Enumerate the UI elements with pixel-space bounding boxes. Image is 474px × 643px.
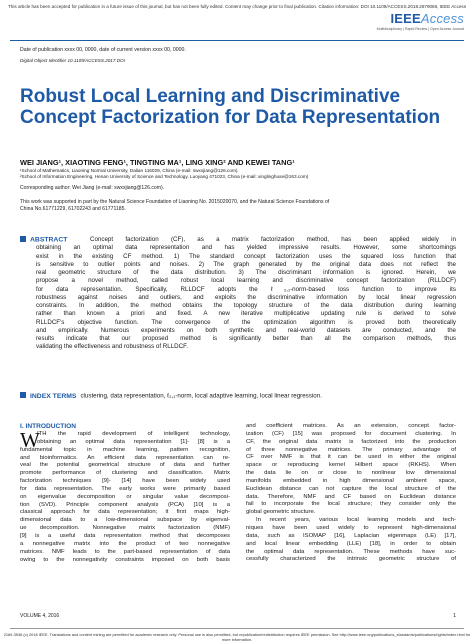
intro-left-column xyxy=(20,428,230,564)
abstract-line: constraints. In addition, the method obtains the topology structure of the data distribution during learning xyxy=(36,302,456,309)
copyright-notice: 2169-3536 (c) 2018 IEEE. Translations and content mining are permitted for academic research only. Personal use is also permitted, but republication/redistribution requires IEEE permission. See http://www.ieee.org/publications_standards/publications/rights/index.html for more information. xyxy=(3,632,471,642)
corresponding-author: Corresponding author: Wei Jiang (e-mail: swxxjiang@126.com). xyxy=(20,185,165,191)
body-line: owing to the nonnegativity constraints imposed on both basis xyxy=(20,556,230,563)
paper-title: Robust Local Learning and Discriminative Concept Factorization for Data Representation xyxy=(20,86,441,128)
footer-rule xyxy=(10,628,464,629)
body-line: veal the potential geometrical structure of data and further xyxy=(20,462,230,469)
body-line: ITH the rapid development of intelligent technology, xyxy=(37,431,230,437)
author-list: WEI JIANG¹, XIAOTING FENG¹, TINGTING MA¹, LING XING² AND KEWEI TANG¹ xyxy=(20,158,295,167)
body-line: obtaining an optimal data representation [1]- [8] is a xyxy=(37,438,230,445)
journal-top-note: This article has been accepted for publication in a future issue of this journal, but has not been fully edited. Content may change prior to final publication. Citation information: DOI 10.1109/ACCESS.2018.2879086, IEEE Access xyxy=(7,4,467,9)
square-bullet-icon xyxy=(20,392,26,398)
index-terms-text: clustering, data representation, ℓ₂,₁-norm, local adaptive learning, local linear regression. xyxy=(80,392,322,400)
abstract-line: results indicate that our proposed method is significantly better than all the comparison methods, thus xyxy=(36,335,456,342)
body-line: for data representation. The early works were primarily based xyxy=(20,485,230,492)
abstract-line: real geometric structure of the data distribution. 3) The discriminant information is ignored. Herein, we xyxy=(36,269,456,276)
body-line: a nonnegative matrix into the product of two nonnegative xyxy=(20,540,230,547)
body-line: space or reproducing kernel Hilbert space (RKHS). When xyxy=(246,462,456,469)
body-line: In recent years, various local learning models and tech- xyxy=(256,517,456,524)
body-line: the optimal data representation. These methods have suc- xyxy=(246,548,456,555)
abstract-line: validating the effectiveness and robustness of RLLDCF. xyxy=(36,343,188,351)
body-line: the data lie on or close to nonlinear low dimensional xyxy=(246,470,456,477)
body-line: promote performance of clustering and classification. Matrix xyxy=(20,470,230,477)
body-line: tion (SVD). Principle component analysis (PCA) [10] is a xyxy=(20,501,230,508)
body-line: classical approach for data representation; it first maps high- xyxy=(20,509,230,516)
abstract-line: Concept factorization (CF), as a matrix factorization method, has been applied widely in xyxy=(90,236,456,243)
body-line: on eigenvalue decomposition or singular value decomposi- xyxy=(20,493,230,500)
body-line: and local linear embedding (LLE) [18], in order to obtain xyxy=(246,540,456,547)
body-line: matrices. NMF leads to the part-based representation of data xyxy=(20,548,230,555)
body-line: dimensional data to a low-dimensional subspace by eigenval- xyxy=(20,517,230,524)
header-rule xyxy=(10,40,464,41)
affiliation-2: ²School of Information Engineering, Henan University of Science and Technology, Luoyang 471023, China (e-mail: xinglinghuse@163.com) xyxy=(20,174,309,179)
body-line: global geometric structure. xyxy=(246,509,316,516)
funding-line-2: China No.61771229, 61702243 and 61771185. xyxy=(20,206,126,212)
doi-line: Digital Object Identifier 10.1109/ACCESS.2017.DOI xyxy=(20,58,125,63)
abstract-line: obtaining an optimal data representation and has yielded impressive results. However, some shortcomings xyxy=(36,244,456,252)
body-line: data, such as ISOMAP [16], Laplacian eigenmaps (LE) [17], xyxy=(246,532,456,539)
body-line: Euclidean distance can not capture the local structure of the xyxy=(246,485,456,492)
body-line: [9] is a useful data representation method that decomposes xyxy=(20,532,230,539)
affiliation-1: ¹School of Mathematics, Liaoning Normal University, Dalian 116029, China (e-mail: swxxjiang@126.com). xyxy=(20,168,239,173)
logo-ieee: IEEE xyxy=(390,11,421,26)
body-line: of three nonnegative matrices. The primary advantage of xyxy=(246,446,456,453)
body-line: ue decomposition. Nonnegative matrix factorization (NMF) xyxy=(20,525,230,532)
page-footer xyxy=(20,613,456,619)
page-number: 1 xyxy=(453,613,456,619)
abstract-line: RLLDCF's objective function. The convergence of the optimization algorithm is proved both theoretically xyxy=(36,318,456,326)
abstract-line: exist in the existing CF method. 1) The standard concept factorization uses the squared loss function that xyxy=(36,252,456,260)
abstract-line: robustness against noises and outliers, and exploits the discriminative information by local linear regression xyxy=(36,293,456,301)
abstract-line: and empirically. Numerous experiments on both synthetic and real-world datasets are conducted, and the xyxy=(36,326,456,334)
abstract-line: rather than known a priori and fixed. A new iterative multiplicative updating rule is derived to solve xyxy=(36,310,456,318)
body-line: manifolds embedded in high dimensional ambient space, xyxy=(246,477,456,484)
intro-first-paragraph xyxy=(20,428,230,564)
square-bullet-icon xyxy=(20,236,26,242)
body-line: fail to incorporate the local structure; they consider only the xyxy=(246,501,456,508)
body-line: fundamental topic in machine learning, pattern recognition, xyxy=(20,446,230,453)
body-line: data. Therefore, NMF and CF based on Euclidean distance xyxy=(246,493,456,500)
logo-tagline: Multidisciplinary | Rapid Review | Open Access Journal xyxy=(376,27,464,31)
publication-dates: Date of publication xxxx 00, 0000, date of current version xxxx 00, 0000. xyxy=(20,47,186,53)
logo-access: Access xyxy=(420,11,464,26)
abstract-body xyxy=(36,236,456,352)
intro-right-column xyxy=(246,423,456,564)
body-line: CF, the original data matrix is factorized into the production xyxy=(246,438,456,445)
body-line: and bioinformatics. An efficient data representation can re- xyxy=(20,454,230,461)
index-terms-heading: INDEX TERMS xyxy=(20,393,76,400)
body-line: ization (CF) [15] was proposed for document clustering. In xyxy=(246,430,456,437)
funding-line-1: This work was supported in part by the Natural Science Foundation of Liaoning No. 2015020070, and the Natural Science Foundations of xyxy=(20,199,330,205)
ieee-access-logo xyxy=(377,11,464,31)
abstract-line: for data representation. Specifically, RLLDCF adopts the ℓ₂,₁-norm-based loss function to improve its xyxy=(36,285,456,293)
drop-cap: W xyxy=(20,428,40,452)
abstract-heading: ABSTRACT xyxy=(20,236,67,244)
body-line: factorization techniques [9]- [14] have been widely used xyxy=(20,478,230,485)
index-terms xyxy=(20,392,322,400)
abstract-line: is sensitive to outlier points and noises. 2) The graph generated by the original data does not reflect the xyxy=(36,260,456,268)
body-line: cessfully characterized the intrinsic geometric structure of xyxy=(246,556,456,563)
body-line: CF over NMF is that it can be used in either the original xyxy=(246,454,456,461)
section-heading-introduction: I. INTRODUCTION xyxy=(20,423,77,430)
body-line: niques have been used widely to represent high-dimensional xyxy=(246,524,456,531)
body-line: and coefficient matrices. As an extension, concept factor- xyxy=(246,423,456,429)
volume-label: VOLUME 4, 2016 xyxy=(20,613,60,619)
abstract-line: propose a novel method, called robust local learning and discriminative concept factorization (RLLDCF) xyxy=(36,277,456,285)
